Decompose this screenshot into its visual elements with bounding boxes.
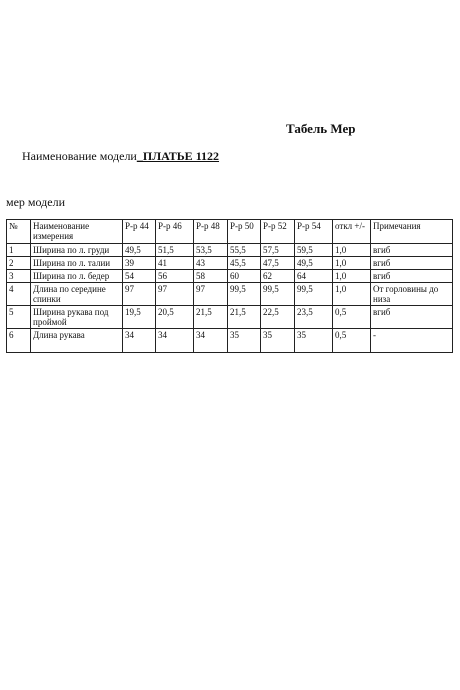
table-cell: 62 xyxy=(261,270,295,283)
table-cell: 47,5 xyxy=(261,257,295,270)
header-cell: Наименование измерения xyxy=(31,220,123,244)
table-cell: 20,5 xyxy=(156,306,194,329)
table-cell: 41 xyxy=(156,257,194,270)
table-cell: 49,5 xyxy=(295,257,333,270)
table-cell: 97 xyxy=(123,283,156,306)
table-cell: 1,0 xyxy=(333,257,371,270)
table-row xyxy=(7,283,453,306)
table-cell: От горловины до низа xyxy=(371,283,453,306)
table-cell: вгиб xyxy=(371,270,453,283)
table-cell: 39 xyxy=(123,257,156,270)
table-cell: 99,5 xyxy=(295,283,333,306)
table-cell: 56 xyxy=(156,270,194,283)
table-row xyxy=(7,270,453,283)
table-row xyxy=(7,257,453,270)
table-cell: 34 xyxy=(156,329,194,353)
table-cell: 35 xyxy=(261,329,295,353)
table-cell: 34 xyxy=(194,329,228,353)
header-cell: Р-р 48 xyxy=(194,220,228,244)
model-value: _ПЛАТЬЕ 1122 xyxy=(136,149,220,163)
table-cell: 19,5 xyxy=(123,306,156,329)
table-cell: 1,0 xyxy=(333,270,371,283)
table-cell: 53,5 xyxy=(194,244,228,257)
table-row xyxy=(7,329,453,353)
table-cell: 1,0 xyxy=(333,283,371,306)
table-header-row xyxy=(7,220,453,244)
table-cell: 35 xyxy=(228,329,261,353)
table-cell: Длина по середине спинки xyxy=(31,283,123,306)
table-cell: Длина рукава xyxy=(31,329,123,353)
section-heading: мер модели xyxy=(6,195,66,209)
table-cell: 99,5 xyxy=(261,283,295,306)
table-cell: 49,5 xyxy=(123,244,156,257)
table-cell: 60 xyxy=(228,270,261,283)
table-cell: вгиб xyxy=(371,244,453,257)
header-cell: Р-р 54 xyxy=(295,220,333,244)
header-cell: Р-р 44 xyxy=(123,220,156,244)
header-cell: № xyxy=(7,220,31,244)
table-row xyxy=(7,306,453,329)
table-cell: 4 xyxy=(7,283,31,306)
table-cell: 45,5 xyxy=(228,257,261,270)
table-cell: 23,5 xyxy=(295,306,333,329)
table-row xyxy=(7,244,453,257)
table-cell: 54 xyxy=(123,270,156,283)
table-cell: Ширина по л. груди xyxy=(31,244,123,257)
table-cell: вгиб xyxy=(371,257,453,270)
table-cell: 1 xyxy=(7,244,31,257)
table-cell: 6 xyxy=(7,329,31,353)
table-cell: 97 xyxy=(156,283,194,306)
table-cell: Ширина по л. бедер xyxy=(31,270,123,283)
table-cell: 34 xyxy=(123,329,156,353)
header-cell: Р-р 50 xyxy=(228,220,261,244)
table-cell: 99,5 xyxy=(228,283,261,306)
table-cell: 57,5 xyxy=(261,244,295,257)
table-cell: 58 xyxy=(194,270,228,283)
model-line xyxy=(22,149,219,164)
header-cell: откл +/- xyxy=(333,220,371,244)
table-cell: 64 xyxy=(295,270,333,283)
table-cell: 0,5 xyxy=(333,329,371,353)
table-cell: 59,5 xyxy=(295,244,333,257)
table-cell: Ширина рукава под проймой xyxy=(31,306,123,329)
table-cell: 51,5 xyxy=(156,244,194,257)
measurement-table xyxy=(6,219,453,353)
table-cell: 35 xyxy=(295,329,333,353)
table-cell: 97 xyxy=(194,283,228,306)
header-cell: Р-р 46 xyxy=(156,220,194,244)
table-cell: 3 xyxy=(7,270,31,283)
table-cell: 43 xyxy=(194,257,228,270)
document-title: Табель Мер xyxy=(286,121,356,136)
model-label: Наименование модели xyxy=(22,149,137,163)
table-cell: 2 xyxy=(7,257,31,270)
table-cell: Ширина по л. талии xyxy=(31,257,123,270)
header-cell: Примечания xyxy=(371,220,453,244)
table-cell: 22,5 xyxy=(261,306,295,329)
table-cell: 21,5 xyxy=(228,306,261,329)
table-cell: 21,5 xyxy=(194,306,228,329)
table-cell: - xyxy=(371,329,453,353)
header-cell: Р-р 52 xyxy=(261,220,295,244)
table-cell: 0,5 xyxy=(333,306,371,329)
table-cell: вгиб xyxy=(371,306,453,329)
table-cell: 5 xyxy=(7,306,31,329)
table-cell: 55,5 xyxy=(228,244,261,257)
table-cell: 1,0 xyxy=(333,244,371,257)
